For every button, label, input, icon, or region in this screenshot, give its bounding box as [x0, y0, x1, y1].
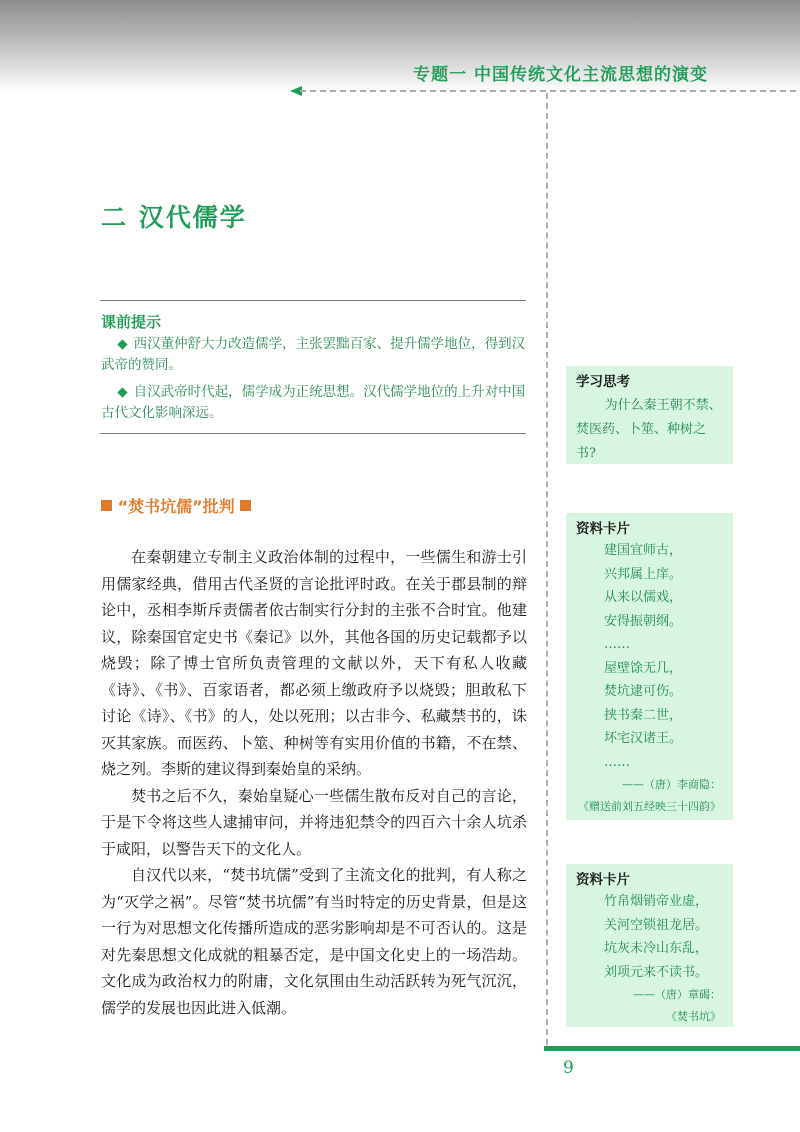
- poem-line: 兴邦属上庠。: [604, 566, 683, 582]
- body-text: [101, 544, 527, 1021]
- poem-source: 《赠送前刘五经映三十四韵》: [578, 800, 721, 813]
- poem-line: 挟书秦二世，: [604, 707, 683, 723]
- poem-source: 《焚书坑》: [666, 1010, 721, 1023]
- poem-line: 从来以儒戏，: [604, 590, 683, 605]
- info-card-1: [566, 513, 733, 820]
- poem-author: ——（唐）章碣：: [633, 988, 721, 1001]
- poem-line: ……: [604, 754, 630, 770]
- preview-item-2: [101, 382, 526, 424]
- preview-item-text: 自汉武帝时代起，儒学成为正统思想。汉代儒学地位的上升对中国古代文化影响深远。: [101, 384, 526, 421]
- orange-square-icon: [240, 500, 251, 511]
- poem-line: 建国宜师古，: [604, 543, 683, 558]
- diamond-bullet-icon: ◆: [117, 384, 128, 400]
- subsection-title: “焚书坑儒”批判: [117, 497, 235, 516]
- diamond-bullet-icon: ◆: [117, 336, 128, 352]
- poem-line: ……: [604, 637, 630, 652]
- header-dashed-rule: [300, 90, 796, 92]
- orange-square-icon: [101, 500, 112, 511]
- column-divider: [546, 93, 548, 1045]
- body-paragraph-3: 自汉代以来，“焚书坑儒”受到了主流文化的批判，有人称之为“灭学之祸”。尽管“焚书坑儒”有当时特定的历史背景，但是这一行为对思想文化传播所造成的恶劣影响却是不可否认的。这是对先秦思想文化成就的粗暴否定，是中国文化史上的一场浩劫。文化成为政治权力的附庸，文化氛围由生动活跃转为死气沉沉，儒学的发展也因此进入低潮。: [101, 866, 527, 1017]
- preview-heading: 课前提示: [101, 313, 162, 331]
- poem-line: 坑灰未冷山东乱，: [604, 941, 709, 956]
- info-card-title: 资料卡片: [576, 872, 630, 888]
- poem-line: 关河空锁祖龙居。: [604, 917, 709, 933]
- page-number: 9: [563, 1058, 574, 1078]
- poem-author: ——（唐）李商隐：: [622, 778, 721, 791]
- study-think-box: [566, 366, 733, 464]
- subsection-heading: [101, 494, 251, 517]
- poem-line: 焚坑逮可伤。: [604, 684, 683, 699]
- body-paragraph-1: 在秦朝建立专制主义政治体制的过程中，一些儒生和游士引用儒家经典，借用古代圣贤的言论批评时政。在关于郡县制的辩论中，丞相李斯斥责儒者依古制实行分封的主张不合时宜。他建议，除秦国官定史书《秦记》以外，其他各国的历史记载都予以烧毁；除了博士官所负责管理的文献以外，天下有私人收藏《诗》、《书》、百家语者，都必须上缴政府予以烧毁；胆敢私下讨论《诗》、《书》的人，处以死刑；以古非今、私藏禁书的，诛灭其家族。而医药、卜筮、种树等有实用价值的书籍，不在禁、烧之列。李斯的建议得到秦始皇的采纳。: [101, 548, 527, 778]
- footer-bar: [544, 1046, 800, 1051]
- study-think-text: 为什么秦王朝不禁、焚医药、卜筮、种树之书?: [576, 398, 722, 461]
- preview-item-1: [101, 334, 526, 376]
- poem-line: 坏宅汉诸王。: [604, 731, 683, 746]
- body-paragraph-2: 焚书之后不久，秦始皇疑心一些儒生散布反对自己的言论，于是下令将这些人逮捕审问，并将违犯禁令的四百六十余人坑杀于咸阳，以警告天下的文化人。: [101, 786, 527, 858]
- preview-bottom-rule: [100, 433, 526, 434]
- poem-line: 安得振朝纲。: [604, 613, 683, 629]
- preview-item-text: 西汉董仲舒大力改造儒学，主张罢黜百家、提升儒学地位，得到汉武帝的赞同。: [101, 336, 526, 373]
- chapter-title: 专题一 中国传统文化主流思想的演变: [413, 65, 708, 85]
- info-card-2: [566, 864, 733, 1027]
- preview-top-rule: [100, 300, 526, 301]
- section-title: 二 汉代儒学: [101, 203, 247, 232]
- poem-line: 刘项元来不读书。: [604, 964, 709, 980]
- study-think-title: 学习思考: [576, 374, 630, 390]
- poem-line: 屋壁馀无几，: [604, 660, 683, 676]
- info-card-title: 资料卡片: [576, 521, 630, 537]
- poem-line: 竹帛烟销帝业虚，: [604, 894, 709, 909]
